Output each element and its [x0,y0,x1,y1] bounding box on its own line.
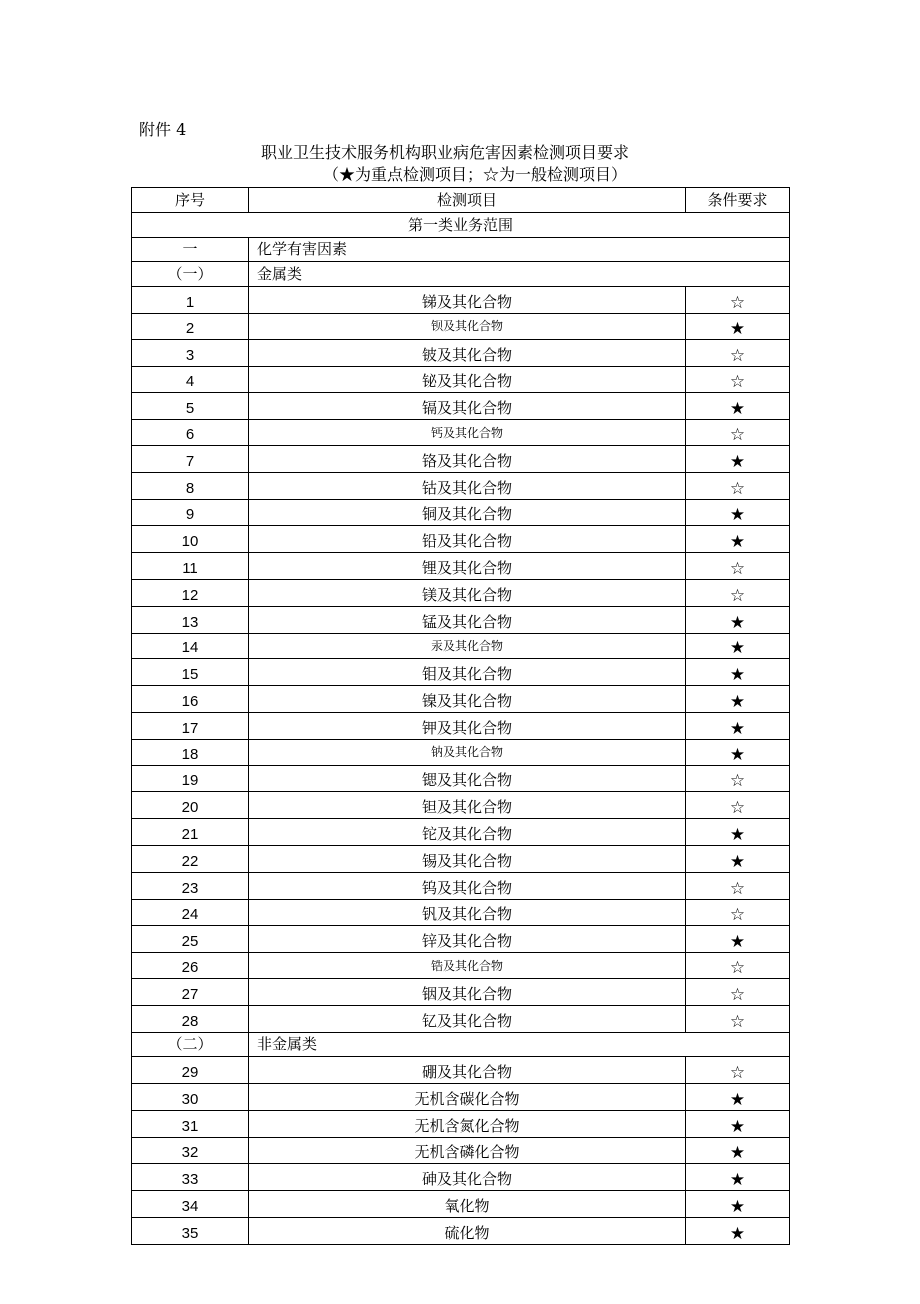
inspection-item: 汞及其化合物 [249,633,686,659]
requirement-mark: ☆ [686,339,790,366]
requirement-mark: ☆ [686,287,790,314]
table-row [132,445,790,472]
row-number: 23 [132,872,249,899]
row-number: 31 [132,1110,249,1137]
row-number: 3 [132,339,249,366]
inspection-item: 铋及其化合物 [249,366,686,393]
inspection-item: 无机含氮化合物 [249,1110,686,1137]
table-row [132,553,790,580]
row-number: 24 [132,899,249,926]
inspection-item: 锡及其化合物 [249,845,686,872]
requirement-mark: ★ [686,1110,790,1137]
row-number: 12 [132,579,249,606]
row-number: 20 [132,792,249,819]
row-number: 2 [132,313,249,339]
table-row [132,739,790,765]
category-number: 一 [132,237,249,262]
row-number: 33 [132,1164,249,1191]
column-header-requirement: 条件要求 [686,188,790,213]
requirement-mark: ★ [686,606,790,633]
table-row [132,1218,790,1245]
table-row [132,899,790,926]
table-row [132,1005,790,1032]
inspection-item: 钽及其化合物 [249,792,686,819]
row-number: 16 [132,686,249,713]
row-number: 19 [132,765,249,792]
row-number: 13 [132,606,249,633]
inspection-item: 铅及其化合物 [249,526,686,553]
table-row [132,845,790,872]
row-number: 7 [132,445,249,472]
requirement-mark: ☆ [686,366,790,393]
table-row [132,526,790,553]
inspection-item: 铜及其化合物 [249,499,686,526]
row-number: 10 [132,526,249,553]
requirement-mark: ★ [686,499,790,526]
requirement-mark: ☆ [686,765,790,792]
group-name: 非金属类 [249,1032,790,1057]
requirement-mark: ★ [686,739,790,765]
requirement-mark: ★ [686,445,790,472]
requirement-mark: ★ [686,659,790,686]
row-number: 4 [132,366,249,393]
table-row [132,1164,790,1191]
group-number: （一） [132,262,249,287]
requirement-mark: ★ [686,926,790,953]
row-number: 27 [132,978,249,1005]
inspection-item: 锶及其化合物 [249,765,686,792]
section-row [132,212,790,237]
requirement-mark: ☆ [686,1057,790,1084]
table-row [132,313,790,339]
requirement-mark: ★ [686,313,790,339]
row-number: 9 [132,499,249,526]
table-row [132,339,790,366]
requirement-mark: ★ [686,526,790,553]
table-row [132,792,790,819]
inspection-item: 钨及其化合物 [249,872,686,899]
inspection-item: 钇及其化合物 [249,1005,686,1032]
table-row [132,420,790,446]
table-row [132,579,790,606]
table-row [132,712,790,739]
inspection-item: 铟及其化合物 [249,978,686,1005]
requirement-mark: ☆ [686,472,790,499]
requirement-mark: ☆ [686,792,790,819]
category-name: 化学有害因素 [249,237,790,262]
inspection-item: 无机含碳化合物 [249,1084,686,1111]
row-number: 26 [132,953,249,979]
table-row [132,1191,790,1218]
inspection-item: 锰及其化合物 [249,606,686,633]
table-row [132,606,790,633]
requirement-mark: ☆ [686,899,790,926]
table-row [132,686,790,713]
requirement-mark: ★ [686,1191,790,1218]
requirement-mark: ☆ [686,872,790,899]
table-row [132,287,790,314]
row-number: 8 [132,472,249,499]
requirement-mark: ☆ [686,978,790,1005]
attachment-label: 附件 4 [139,120,187,139]
column-header-number: 序号 [132,188,249,213]
table-row [132,819,790,846]
section-title: 第一类业务范围 [132,212,790,237]
table-header-row [132,188,790,213]
requirement-mark: ★ [686,393,790,420]
row-number: 25 [132,926,249,953]
inspection-item: 钾及其化合物 [249,712,686,739]
row-number: 34 [132,1191,249,1218]
table-row [132,499,790,526]
table-row [132,659,790,686]
inspection-item: 镉及其化合物 [249,393,686,420]
row-number: 32 [132,1137,249,1164]
inspection-item: 锂及其化合物 [249,553,686,580]
group-row [132,1032,790,1057]
table-row [132,393,790,420]
row-number: 30 [132,1084,249,1111]
table-row [132,765,790,792]
requirement-mark: ★ [686,1084,790,1111]
table-row [132,1110,790,1137]
inspection-item: 钼及其化合物 [249,659,686,686]
inspection-item: 钒及其化合物 [249,899,686,926]
row-number: 29 [132,1057,249,1084]
legend-note: （★为重点检测项目；☆为一般检测项目） [322,165,627,184]
row-number: 11 [132,553,249,580]
inspection-item: 铍及其化合物 [249,339,686,366]
row-number: 6 [132,420,249,446]
row-number: 21 [132,819,249,846]
table-row [132,366,790,393]
inspection-item: 钠及其化合物 [249,739,686,765]
row-number: 28 [132,1005,249,1032]
inspection-item: 锆及其化合物 [249,953,686,979]
inspection-item: 铊及其化合物 [249,819,686,846]
table-row [132,1057,790,1084]
requirement-mark: ★ [686,1164,790,1191]
requirement-mark: ☆ [686,953,790,979]
row-number: 14 [132,633,249,659]
requirement-mark: ★ [686,819,790,846]
table-row [132,978,790,1005]
table-row [132,953,790,979]
requirement-mark: ★ [686,1218,790,1245]
group-number: （二） [132,1032,249,1057]
inspection-item: 硼及其化合物 [249,1057,686,1084]
row-number: 5 [132,393,249,420]
requirement-mark: ★ [686,712,790,739]
row-number: 17 [132,712,249,739]
table-row [132,872,790,899]
inspection-item: 无机含磷化合物 [249,1137,686,1164]
row-number: 15 [132,659,249,686]
table-row [132,633,790,659]
inspection-item: 钴及其化合物 [249,472,686,499]
inspection-item: 锌及其化合物 [249,926,686,953]
requirement-mark: ☆ [686,579,790,606]
table-row [132,1137,790,1164]
requirement-mark: ☆ [686,553,790,580]
requirement-mark: ★ [686,686,790,713]
row-number: 1 [132,287,249,314]
requirement-mark: ★ [686,633,790,659]
inspection-item: 砷及其化合物 [249,1164,686,1191]
table-row [132,1084,790,1111]
inspection-item: 铬及其化合物 [249,445,686,472]
requirement-mark: ★ [686,845,790,872]
inspection-items-table [131,187,790,1245]
inspection-item: 硫化物 [249,1218,686,1245]
column-header-item: 检测项目 [249,188,686,213]
row-number: 22 [132,845,249,872]
table-row [132,472,790,499]
inspection-item: 镁及其化合物 [249,579,686,606]
inspection-item: 氧化物 [249,1191,686,1218]
requirement-mark: ☆ [686,420,790,446]
row-number: 18 [132,739,249,765]
group-row [132,262,790,287]
inspection-item: 钙及其化合物 [249,420,686,446]
inspection-item: 镍及其化合物 [249,686,686,713]
table-row [132,926,790,953]
category-row [132,237,790,262]
requirement-mark: ★ [686,1137,790,1164]
inspection-item: 锑及其化合物 [249,287,686,314]
requirement-mark: ☆ [686,1005,790,1032]
inspection-item: 钡及其化合物 [249,313,686,339]
document-title: 职业卫生技术服务机构职业病危害因素检测项目要求 [260,143,629,162]
group-name: 金属类 [249,262,790,287]
row-number: 35 [132,1218,249,1245]
